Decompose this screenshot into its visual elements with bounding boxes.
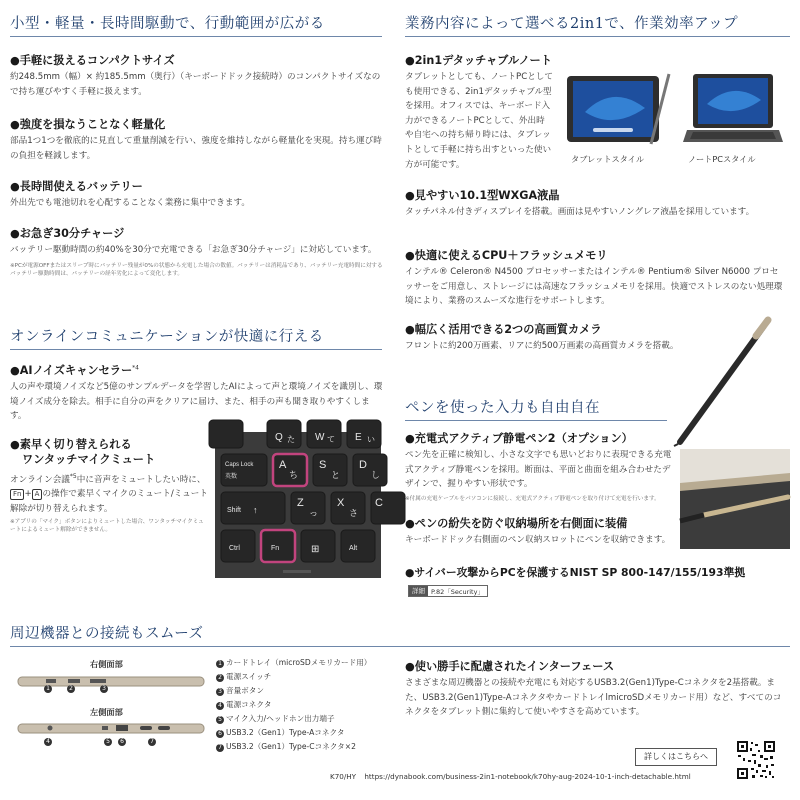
- footnote-active-pen: ※付属の充電ケーブルをパソコンに接続し、充電式アクティブ静電ペンを取り付けて充電を行います。: [405, 496, 660, 502]
- feature-body-quick-charge: バッテリー駆動時間の約40%を30分で充電できる「お急ぎ30分チャージ」に対応しています。: [10, 245, 377, 255]
- port-item: 3 音量ボタン: [216, 684, 396, 698]
- port-item: 1 カードトレイ（microSDメモリカード用）: [216, 656, 396, 670]
- key-fn: Fn: [271, 545, 280, 552]
- marker-5: 5: [104, 738, 112, 746]
- feature-body-cpu: インテル® Celeron® N4500 プロセッサーまたはインテル® Pentium® Silver N6000 プロセッサーをご用意し、ストレージには高速なフラッシュメモリを採用。快適でストレスのない処理環境により、業務のスムーズな進行をサポートします。: [405, 267, 783, 307]
- more-info-button[interactable]: 詳しくはこちらへ: [635, 748, 717, 766]
- feature-title-interface: ●使い勝手に配慮されたインターフェース: [405, 660, 615, 673]
- key-caps-kana: 英数: [225, 474, 238, 480]
- key-s-kana: と: [331, 470, 341, 480]
- key-x: X: [337, 497, 345, 509]
- feature-body-camera: フロントに約200万画素、リアに約500万画素の高画質カメラを搭載。: [405, 341, 679, 351]
- key-ctrl: Ctrl: [229, 545, 240, 552]
- footnote-quick-charge: ※PCが電源OFFまたはスリープ時にバッテリー残量が0%の状態から充電した場合の数値。バッテリーは消耗品であり、バッテリー充電時間に対するバッテリー駆動時間は、バッテリーの経年劣化によって変化します。: [10, 263, 383, 277]
- key-s: S: [319, 459, 327, 471]
- section-title-online: オンラインコミュニケーションが快適に行える: [10, 329, 324, 345]
- section-title-pen: ペンを使った入力も自由自在: [405, 400, 600, 416]
- feature-body-lightweight: 部品1つ1つを徹底的に見直して重量削減を行い、強度を維持しながら軽量化を実現。持ち運び時の負担を軽減します。: [10, 136, 382, 161]
- key-z-kana: っ: [309, 508, 319, 518]
- feature-title-cpu: ●快適に使えるCPU＋フラッシュメモリ: [405, 249, 608, 262]
- caption-tablet-style: タブレットスタイル: [571, 154, 645, 164]
- detail-reference-link[interactable]: [408, 585, 488, 597]
- windows-key-icon: ⊞: [311, 544, 320, 555]
- section-rule: [10, 349, 382, 350]
- section-rule: [10, 646, 790, 647]
- right-side-label: 右側面部: [90, 659, 123, 669]
- feature-title-ai-noise: ●AIノイズキャンセラー$^{*4}$: [10, 364, 139, 377]
- key-caps: Caps Lock: [225, 462, 254, 468]
- key-c: C: [375, 497, 383, 509]
- section-title-2in1: 業務内容によって選べる2in1で、作業効率アップ: [405, 16, 739, 32]
- feature-title-active-pen: ●充電式アクティブ静電ペン2（オプション）: [405, 432, 633, 445]
- feature-title-battery: ●長時間使えるバッテリー: [10, 180, 143, 193]
- marker-3: 3: [100, 685, 108, 693]
- section-title-peripherals: 周辺機器との接続もスムーズ: [10, 626, 204, 642]
- notepc-style-image: [683, 72, 783, 148]
- feature-title-pen-storage: ●ペンの紛失を防ぐ収納場所を右側面に装備: [405, 517, 628, 530]
- footnote-mic-mute: ※アプリの「マイク」ボタンによりミュートした場合、ワンタッチマイクミュートによるミュート解除ができません。: [10, 519, 204, 533]
- port-item: 7 USB3.2（Gen1）Type-Cコネクタ×2: [216, 740, 396, 754]
- port-item: 5 マイク入力/ヘッドホン出力端子: [216, 712, 396, 726]
- pen-slot-graphic: [680, 449, 790, 549]
- detail-page-ref: P.82「Security」: [431, 587, 484, 596]
- notepc-graphic: [683, 72, 783, 148]
- feature-body-detachable: タブレットとしても、ノートPCとしても使用できる、2in1デタッチャブル型を採用。オフィスでは、キーボード入力ができるノートPCとして、外出時や自宅への持ち帰り時には、タブレットとして手軽に持ち出すといった使い方が可能です。: [405, 72, 553, 170]
- feature-body-display: タッチパネル付きディスプレイを搭載。画面は見やすいノングレア液晶を採用しています。: [405, 207, 755, 217]
- marker-1: 1: [44, 685, 52, 693]
- key-e-kana: い: [367, 435, 375, 444]
- section-title-compact: 小型・軽量・長時間駆動で、行動範囲が広がる: [10, 16, 325, 32]
- feature-body-active-pen: ペン先を正確に検知し、小さな文字でも思いどおりに表現できる充電式アクティブ静電ペンを採用。断面は、平面と曲面を組み合わせたデザインで、握りやすい形状です。: [405, 450, 672, 490]
- tablet-style-image: [565, 72, 671, 148]
- marker-7: 7: [148, 738, 156, 746]
- marker-4: 4: [44, 738, 52, 746]
- feature-body-compact-size: 約248.5mm（幅）× 約185.5mm（奥行）（キーボードドック接続時）のコンパクトサイズなので持ち運びやすく手軽に扱えます。: [10, 72, 381, 97]
- key-d: D: [359, 459, 367, 471]
- section-rule: [405, 36, 790, 37]
- pen-graphic: [670, 316, 780, 446]
- feature-title-display: ●見やすい10.1型WXGA液晶: [405, 189, 560, 202]
- section-rule: [10, 36, 382, 37]
- port-item: 4 電源コネクタ: [216, 698, 396, 712]
- key-alt: Alt: [349, 545, 358, 552]
- key-q-kana: た: [287, 435, 295, 444]
- marker-6: 6: [118, 738, 126, 746]
- qr-graphic: [736, 740, 776, 780]
- footer-model: K70/HY: [330, 772, 357, 781]
- key-d-kana: し: [371, 470, 381, 480]
- key-x-kana: さ: [349, 508, 359, 518]
- feature-body-mic-mute: オンライン会議$^{*5}$中に音声をミュートしたい時に、Fn + A の操作で素早くマイクのミュート/ミュート解除が切り替えられます。: [10, 473, 208, 515]
- tablet-graphic: [565, 72, 671, 148]
- fn-key-badge: Fn: [10, 489, 24, 500]
- feature-body-pen-storage: キーボードドック右側面のペン収納スロットにペンを収納できます。: [405, 535, 671, 545]
- caption-notepc-style: ノートPCスタイル: [688, 154, 756, 164]
- pen-slot-image: [680, 449, 790, 549]
- feature-title-lightweight: ●強度を損なうことなく軽量化: [10, 118, 166, 131]
- key-w-kana: て: [327, 435, 335, 444]
- footer-model-url: [330, 772, 691, 781]
- key-w: W: [315, 432, 325, 443]
- feature-body-ai-noise: 人の声や環境ノイズなど5億のサンプルデータを学習したAIによって声と環境ノイズを識別し、環境ノイズ成分を除去。相手に自分の声をクリアに届け、また、相手の声も聞き取りやすくします。: [10, 382, 383, 422]
- feature-title-detachable: ●2in1デタッチャブルノート: [405, 54, 552, 67]
- feature-title-camera: ●幅広く活用できる2つの高画質カメラ: [405, 323, 602, 336]
- key-shift-arrow: ↑: [253, 505, 258, 515]
- keyboard-keys-graphic: [215, 432, 381, 578]
- key-q: Q: [275, 432, 283, 443]
- feature-body-interface: さまざまな周辺機器との接続や充電にも対応するUSB3.2(Gen1)Type-Cコネクタを2基搭載。また、USB3.2(Gen1)Type-AコネクタやカードトレイlmicroSDメモリカード用）など、すべてのコネクタをタブレット側に集約して使いやすさを高めています。: [405, 678, 782, 718]
- feature-title-mic-mute-1: ●素早く切り替えられる: [10, 438, 132, 451]
- qr-code[interactable]: [736, 740, 776, 780]
- feature-title-nist: ●サイバー攻撃からPCを保護するNIST SP 800-147/155/193準拠: [405, 566, 746, 579]
- left-side-device-image: [16, 719, 206, 739]
- key-e: E: [355, 432, 362, 443]
- port-item: 2 電源スイッチ: [216, 670, 396, 684]
- marker-2: 2: [67, 685, 75, 693]
- port-item: 6 USB3.2（Gen1）Type-Aコネクタ: [216, 726, 396, 740]
- keyboard-closeup-image: [215, 432, 381, 578]
- feature-body-battery: 外出先でも電池切れを心配することなく業務に集中できます。: [10, 198, 250, 208]
- key-shift: Shift: [227, 507, 242, 514]
- left-side-graphic: [16, 719, 206, 739]
- key-a: A: [279, 459, 287, 471]
- detail-label: 詳細: [409, 586, 428, 596]
- feature-title-compact-size: ●手軽に扱えるコンパクトサイズ: [10, 54, 175, 67]
- section-rule: [405, 420, 667, 421]
- a-key-badge: A: [32, 489, 43, 500]
- feature-title-mic-mute-2: ワンタッチマイクミュート: [22, 453, 156, 466]
- feature-title-quick-charge: ●お急ぎ30分チャージ: [10, 227, 125, 240]
- port-list: [216, 656, 396, 754]
- key-z: Z: [297, 497, 304, 509]
- left-side-label: 左側面部: [90, 707, 123, 717]
- active-pen-image: [670, 316, 780, 446]
- key-a-kana: ち: [289, 470, 299, 480]
- footer-url[interactable]: https://dynabook.com/business-2in1-notebook/k70hy-aug-2024-10-1-inch-detachable.html: [364, 772, 691, 781]
